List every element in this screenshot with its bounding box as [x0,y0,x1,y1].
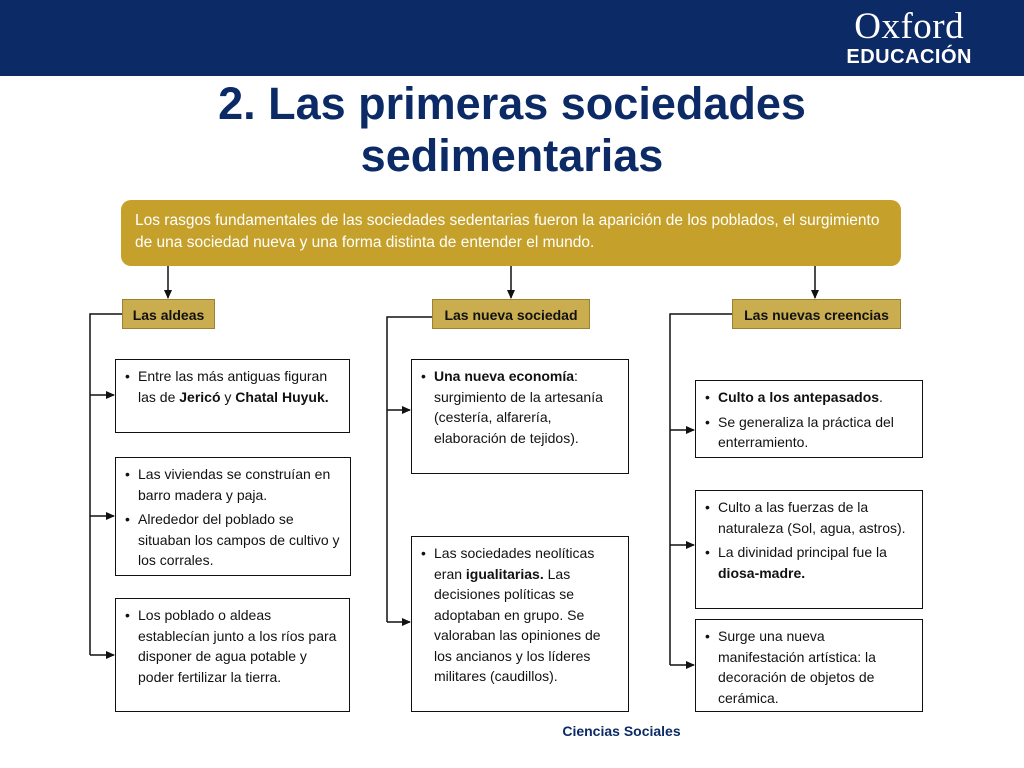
logo-oxford-text: Oxford [854,6,965,47]
creencias-box-3 [695,619,923,712]
list-item: • Surge una nueva manifestación artística: la decoración de objetos de cerámica. [704,626,914,708]
list-item: • Una nueva economía: surgimiento de la artesanía (cestería, alfarería, elaboración de tejidos). [420,366,620,448]
list-item: • Los poblado o aldeas establecían junto a los ríos para disponer de agua potable y poder fertilizar la tierra. [124,605,341,687]
aldeas-box-1 [115,359,350,433]
category-aldeas: Las aldeas [122,299,215,329]
list-item: • Culto a las fuerzas de la naturaleza (Sol, agua, astros). [704,497,914,538]
list-item: • Culto a los antepasados. [704,387,914,408]
list-item: • Las sociedades neolíticas eran igualitarias. Las decisiones políticas se adoptaban en grupo. Se valoraban las opiniones de los ancianos y los líderes militares (caudillos). [420,543,620,687]
sociedad-box-1 [411,359,629,474]
list-item: • Alrededor del poblado se situaban los campos de cultivo y los corrales. [124,509,342,571]
summary-box: Los rasgos fundamentales de las sociedades sedentarias fueron la aparición de los poblados, el surgimiento de una sociedad nueva y una forma distinta de entender el mundo. [121,200,901,266]
list-item: • La divinidad principal fue la diosa-madre. [704,542,914,583]
logo-educacion-text: EDUCACIÓN [846,46,972,68]
creencias-box-2 [695,490,923,609]
title-line-2: sedimentarias [360,130,664,181]
list-item: • Entre las más antiguas figuran las de Jericó y Chatal Huyuk. [124,366,341,407]
category-nueva-sociedad: Las nueva sociedad [432,299,590,329]
aldeas-box-3 [115,598,350,712]
footer-subject: Ciencias Sociales [562,723,681,739]
category-nuevas-creencias: Las nuevas creencias [732,299,901,329]
sociedad-box-2 [411,536,629,712]
title-line-1: 2. Las primeras sociedades [218,78,806,129]
creencias-box-1 [695,380,923,458]
aldeas-box-2 [115,457,351,576]
list-item: • Se generaliza la práctica del enterramiento. [704,412,914,453]
list-item: • Las viviendas se construían en barro madera y paja. [124,464,342,505]
